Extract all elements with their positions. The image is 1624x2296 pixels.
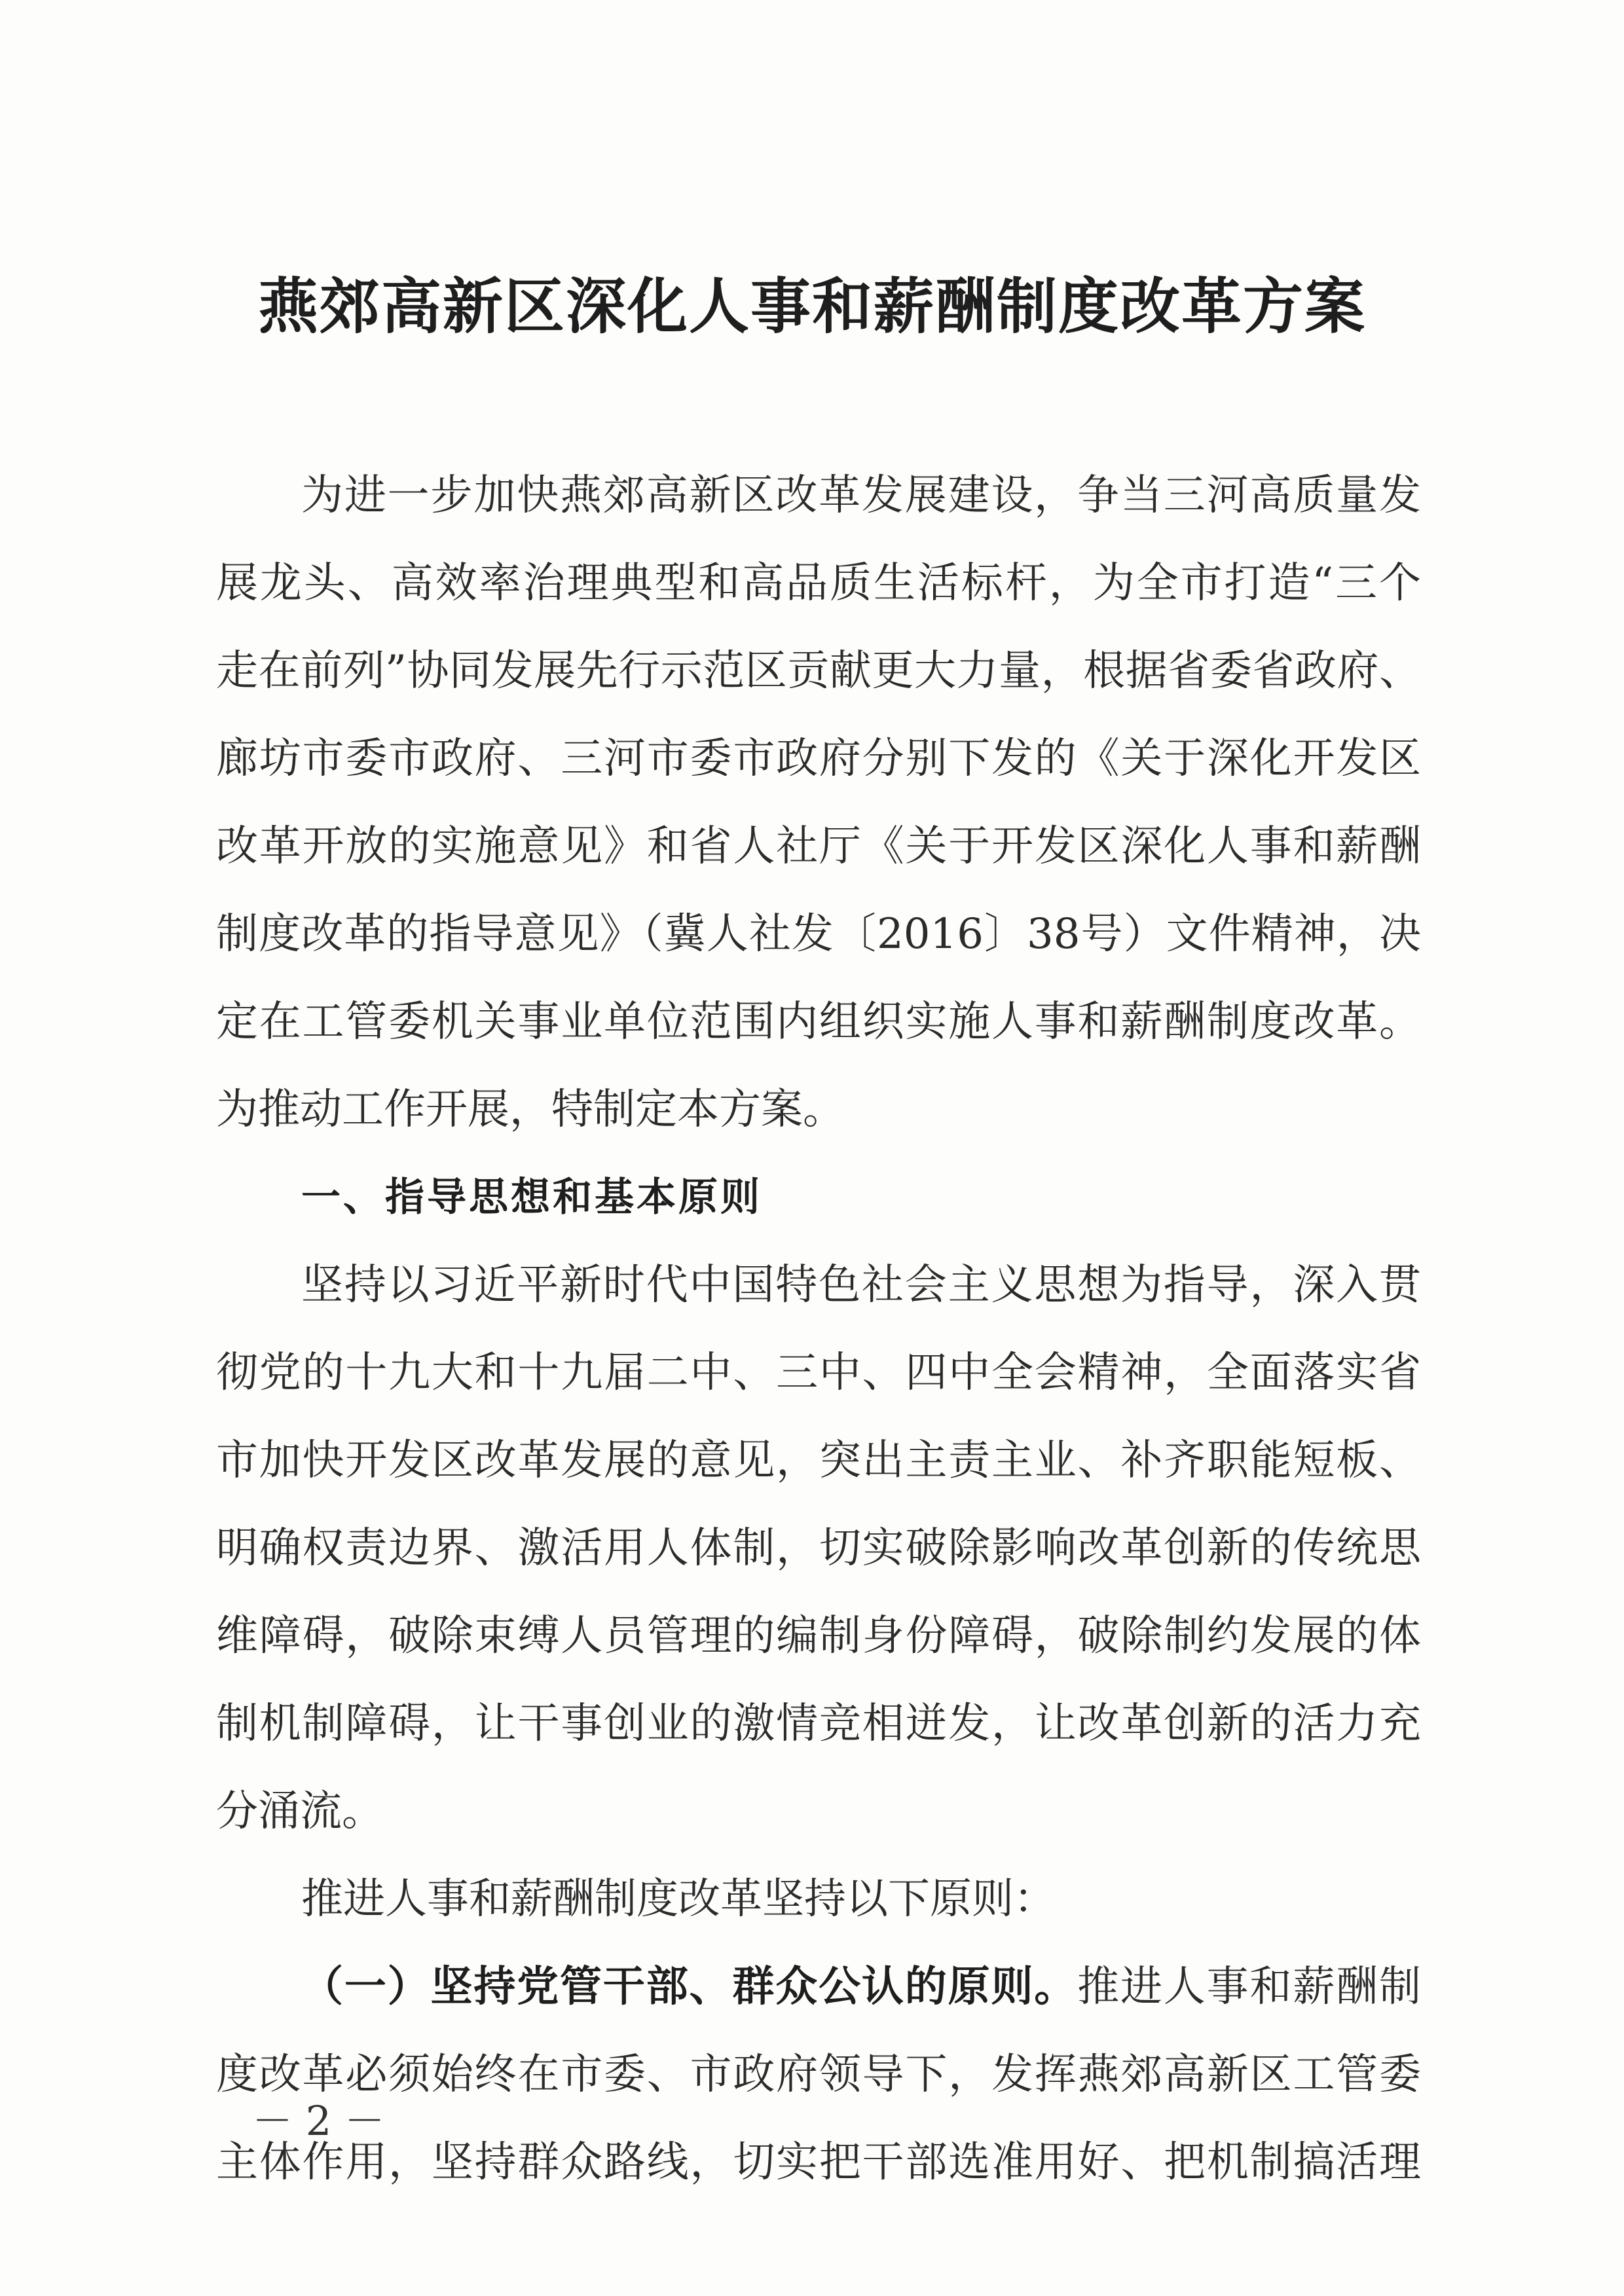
- paragraph-line: 明确权责边界、激活用人体制，切实破除影响改革创新的传统思: [216, 1524, 1421, 1573]
- document-title: 燕郊高新区深化人事和薪酬制度改革方案: [257, 271, 1366, 342]
- principle-line: [216, 1943, 1421, 2031]
- paragraph-line: 推进人事和薪酬制度改革坚持以下原则：: [301, 1875, 1056, 1923]
- paragraph-line: 市加快开发区改革发展的意见，突出主责主业、补齐职能短板、: [216, 1436, 1421, 1485]
- paragraph-line: 制度改革的指导意见》（冀人社发〔2016〕38号）文件精神，决: [216, 910, 1421, 958]
- principle-text: 推进人事和薪酬制: [1077, 1963, 1422, 2011]
- principle-heading: （一）坚持党管干部、群众公认的原则。: [301, 1962, 1078, 2011]
- section-heading: 一、指导思想和基本原则: [301, 1175, 762, 1220]
- paragraph-line: 主体作用，坚持群众路线，切实把干部选准用好、把机制搞活理: [216, 2138, 1421, 2187]
- paragraph-line: 为推动工作开展，特制定本方案。: [216, 1085, 845, 1134]
- paragraph-line: 彻党的十九大和十九届二中、三中、四中全会精神，全面落实省: [216, 1349, 1421, 1397]
- paragraph-line: 坚持以习近平新时代中国特色社会主义思想为指导，深入贯: [301, 1261, 1421, 1309]
- document-body: [216, 452, 1421, 2206]
- paragraph-line: 度改革必须始终在市委、市政府领导下，发挥燕郊高新区工管委: [216, 2050, 1421, 2099]
- paragraph-line: 分涌流。: [216, 1787, 384, 1836]
- paragraph-line: 为进一步加快燕郊高新区改革发展建设，争当三河高质量发: [301, 471, 1421, 520]
- paragraph-line: 走在前列”协同发展先行示范区贡献更大力量，根据省委省政府、: [216, 647, 1421, 695]
- paragraph-line: 改革开放的实施意见》和省人社厅《关于开发区深化人事和薪酬: [216, 822, 1421, 871]
- paragraph-line: 展龙头、高效率治理典型和高品质生活标杆，为全市打造“三个: [216, 559, 1421, 608]
- paragraph-line: 制机制障碍，让干事创业的激情竞相迸发，让改革创新的活力充: [216, 1700, 1421, 1748]
- paragraph-line: 维障碍，破除束缚人员管理的编制身份障碍，破除制约发展的体: [216, 1612, 1421, 1660]
- paragraph-line: 定在工管委机关事业单位范围内组织实施人事和薪酬制度改革。: [216, 998, 1421, 1046]
- paragraph-line: 廊坊市委市政府、三河市委市政府分别下发的《关于深化开发区: [216, 735, 1421, 783]
- page-number: － 2 －: [252, 2097, 385, 2145]
